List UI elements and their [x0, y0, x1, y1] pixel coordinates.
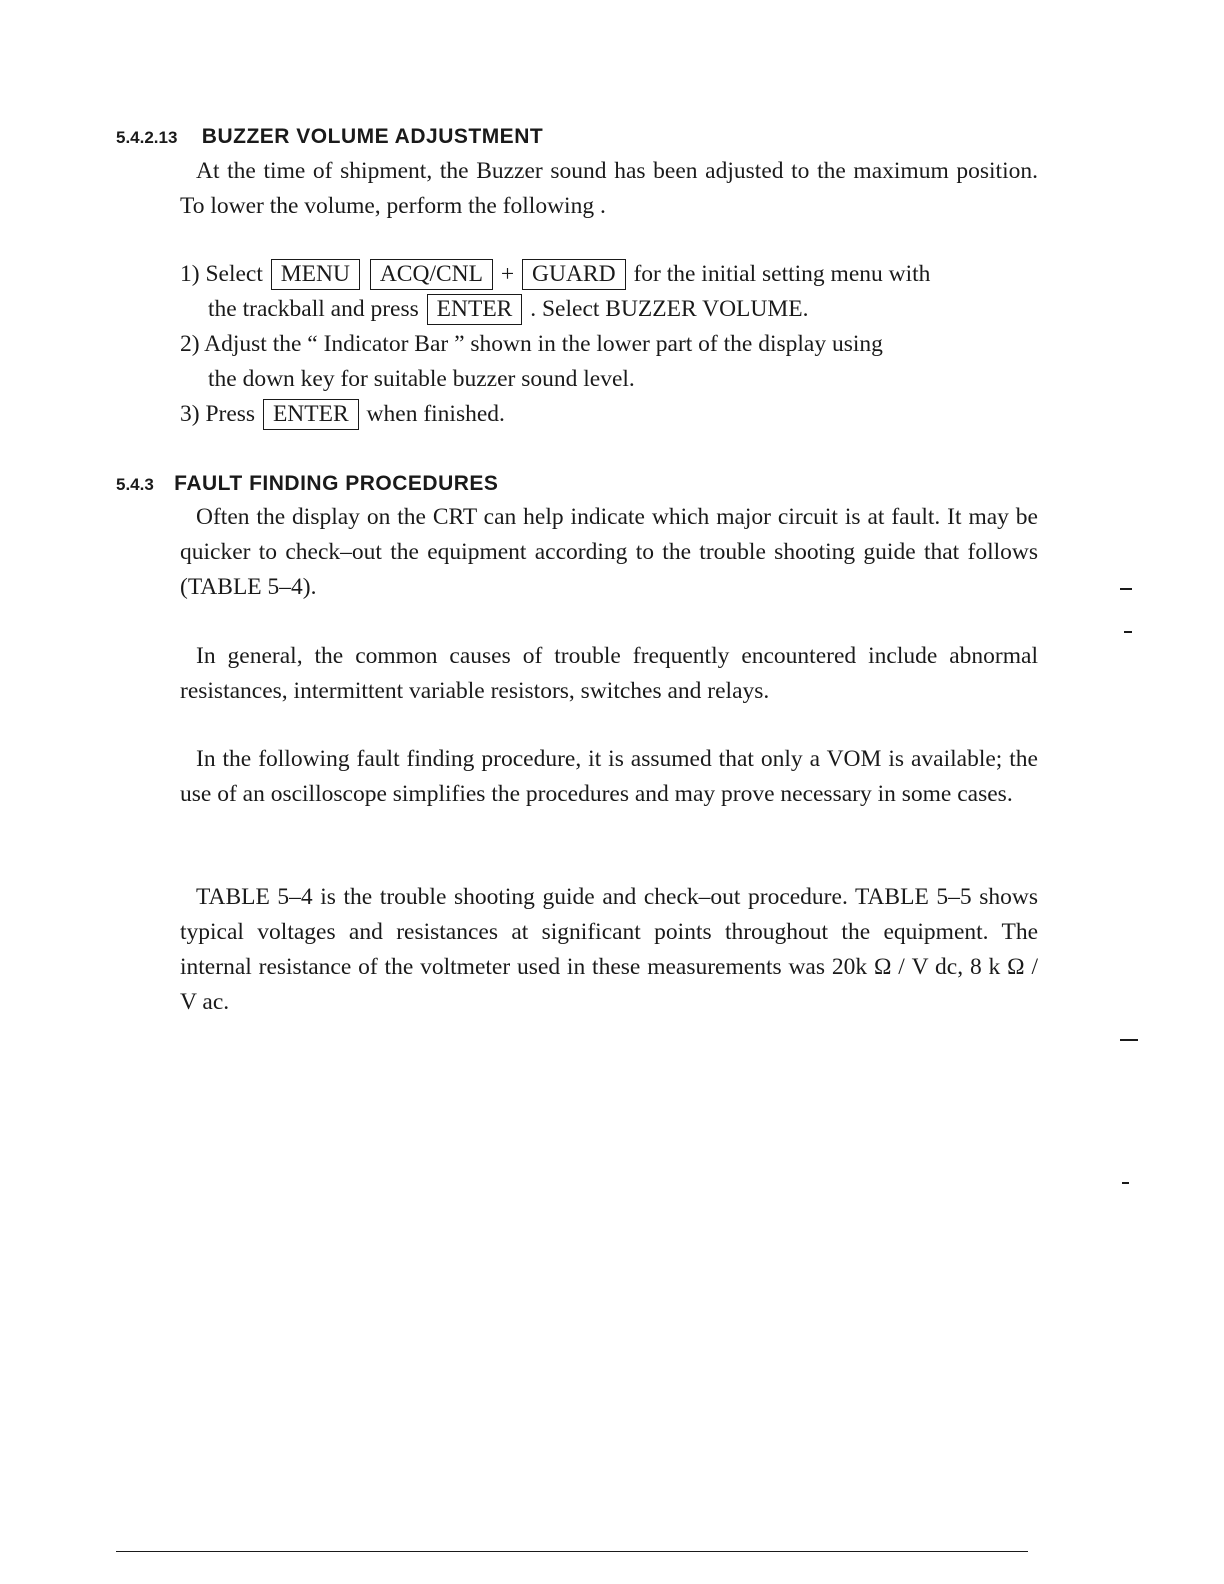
- step-3: [180, 397, 1040, 432]
- scan-mark: [1124, 631, 1132, 633]
- footer-rule: [116, 1551, 1028, 1552]
- step-3-text: when finished.: [366, 401, 505, 427]
- fault-paragraph-3: In the following fault finding procedure, it is assumed that only a VOM is available; the use of an oscilloscope simplifies the procedures and may prove necessary in some cases.: [180, 746, 1038, 807]
- intro-paragraph: At the time of shipment, the Buzzer sound has been adjusted to the maximum position. To lower the volume, perform the following .: [180, 158, 1038, 219]
- step-1-text-c: . Select BUZZER VOLUME.: [530, 296, 809, 322]
- fault-paragraph-1: Often the display on the CRT can help indicate which major circuit is at fault. It may be quicker to check–out the equipment according to the trouble shooting guide that follows (TABLE 5–4).: [180, 504, 1038, 600]
- enter-key: ENTER: [427, 294, 523, 325]
- section-number: 5.4.3: [116, 475, 154, 494]
- guard-key: GUARD: [522, 259, 626, 290]
- acq-cnl-key: ACQ/CNL: [370, 259, 493, 290]
- plus-sign: +: [500, 261, 515, 287]
- step-3-marker: 3) Press: [180, 401, 256, 427]
- step-1-marker: 1) Select: [180, 261, 263, 287]
- section-heading-buzzer: [116, 125, 543, 149]
- section-heading-fault: [116, 472, 498, 496]
- step-2-line-2: the down key for suitable buzzer sound level.: [208, 366, 635, 392]
- section-number: 5.4.2.13: [116, 128, 178, 147]
- enter-key-2: ENTER: [263, 399, 359, 430]
- scan-mark: [1120, 1039, 1138, 1041]
- step-1-text-b: the trackball and press: [208, 296, 419, 322]
- step-2: [180, 327, 1040, 397]
- step-2-line-1: 2) Adjust the “ Indicator Bar ” shown in the lower part of the display using: [180, 331, 883, 357]
- menu-key: MENU: [271, 259, 360, 290]
- scan-mark: [1120, 588, 1132, 590]
- scan-mark: [1122, 1182, 1129, 1184]
- fault-paragraph-4: TABLE 5–4 is the trouble shooting guide and check–out procedure. TABLE 5–5 shows typical voltages and resistances at significant points throughout the equipment. The internal resistance of the voltmeter used in these measurements was 20k Ω / V dc, 8 k Ω / V ac.: [180, 884, 1038, 1015]
- fault-paragraph-2: In general, the common causes of trouble frequently encountered include abnormal resistances, intermittent variable resistors, switches and relays.: [180, 643, 1038, 704]
- section-title: FAULT FINDING PROCEDURES: [174, 472, 499, 495]
- step-1-continuation: [180, 292, 1040, 327]
- step-1: [180, 257, 1040, 327]
- section-title: BUZZER VOLUME ADJUSTMENT: [201, 125, 544, 148]
- step-1-text-a: for the initial setting menu with: [633, 261, 931, 287]
